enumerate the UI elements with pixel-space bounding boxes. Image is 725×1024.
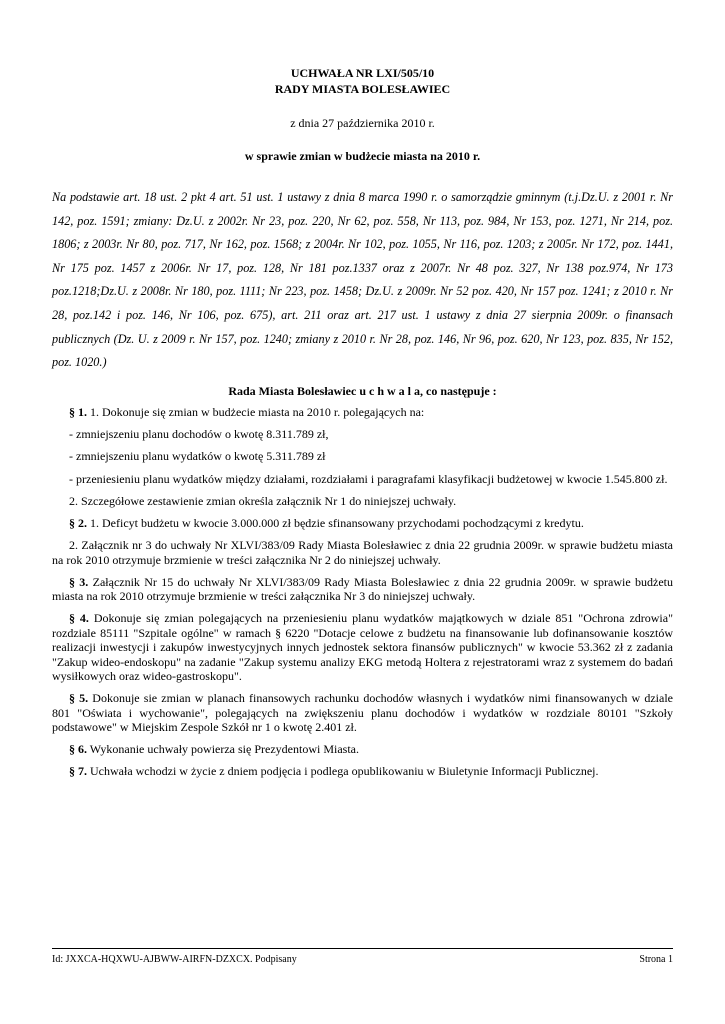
section-7: § 7. Uchwała wchodzi w życie z dniem podjęcia i podlega opublikowaniu w Biuletynie Informacji Publicznej.	[69, 764, 599, 779]
section-5-label: § 5.	[69, 691, 89, 706]
section-6: § 6. Wykonanie uchwały powierza się Prezydentowi Miasta.	[69, 742, 359, 757]
page-number: Strona 1	[639, 954, 673, 965]
section-5: § 5. Dokonuje sie zmian w planach finansowych rachunku dochodów własnych i wydatków nimi finansowanych w dziale 801 "Oświata i wychowanie", polegających na zwiększeniu planu dochodów i wydatków w rozdziale 80101 "Szkoły podstawowe" w Miejskim Zespole Szkół nr 1 o kwotę 2.401 zł.	[52, 691, 673, 735]
legal-basis: Na podstawie art. 18 ust. 2 pkt 4 art. 51 ust. 1 ustawy z dnia 8 marca 1990 r. o samorządzie gminnym (t.j.Dz.U. z 2001 r. Nr 142, poz. 1591; zmiany: Dz.U. z 2002r. Nr 23, poz. 220, Nr 62, poz. 558, Nr 113, poz. 984, Nr 153, poz. 1271, Nr 214, poz. 1806; z 2003r. Nr 80, poz. 717, Nr 162, poz. 1568; z 2004r. Nr 102, poz. 1055, Nr 116, poz. 1203; z 2005r. Nr 172, poz. 1441, Nr 175 poz. 1457 z 2006r. Nr 17, poz. 128, Nr 181 poz.1337 oraz z 2007r. Nr 48 poz. 327, Nr 138 poz.974, Nr 173 poz.1218;Dz.U. z 2008r. Nr 180, poz. 1111; Nr 223, poz. 1458; Dz.U. z 2009r. Nr 52 poz. 420, Nr 157 poz. 1241; z 2010 r. Nr 28, poz.142 i poz. 146, Nr 106, poz. 675), art. 211 oraz art. 217 ust. 1 ustawy z dnia 27 sierpnia 2009r. o finansach publicznych (Dz. U. z 2009 r. Nr 157, poz. 1240; zmiany z 2010 r. Nr 28, poz. 146, Nr 96, poz. 620, Nr 123, poz. 835, Nr 152, poz. 1020.)	[52, 190, 673, 370]
section-4-label: § 4.	[69, 611, 89, 626]
footer-divider	[52, 948, 673, 949]
section-2-label: § 2.	[69, 516, 87, 531]
document-id: Id: JXXCA-HQXWU-AJBWW-AIRFN-DZXCX. Podpisany	[52, 954, 297, 965]
section-3: § 3. Załącznik Nr 15 do uchwały Nr XLVI/383/09 Rady Miasta Bolesławiec z dnia 22 grudnia 2009r. w sprawie budżetu miasta na rok 2010 otrzymuje brzmienie w treści załącznika Nr 3 do niniejszej uchwały.	[52, 574, 673, 604]
section-1-para-1: § 1. 1. Dokonuje się zmian w budżecie miasta na 2010 r. polegających na:	[69, 405, 425, 419]
resolution-body	[52, 405, 673, 787]
resolution-number: UCHWAŁA NR LXI/505/10	[290, 66, 435, 80]
section-1-bullet-2: - zmniejszeniu planu wydatków o kwotę 5.311.789 zł	[69, 449, 326, 464]
resolution-date: z dnia 27 października 2010 r.	[290, 116, 435, 130]
resolution-subject: w sprawie zmian w budżecie miasta na 2010 r.	[244, 149, 481, 163]
section-2-para-2: 2. Załącznik nr 3 do uchwały Nr XLVI/383/09 Rady Miasta Bolesławiec z dnia 22 grudnia 2009r. w sprawie budżetu miasta na rok 2010 otrzymuje brzmienie w treści załącznika Nr 2 do niniejszej uchwały.	[52, 538, 673, 567]
section-1-bullet-1: - zmniejszeniu planu dochodów o kwotę 8.311.789 zł,	[69, 427, 329, 442]
footer	[52, 954, 673, 965]
section-1-para-2: 2. Szczegółowe zestawienie zmian określa załącznik Nr 1 do niniejszej uchwały.	[69, 493, 457, 508]
section-2-para-1: § 2. 1. Deficyt budżetu w kwocie 3.000.000 zł będzie sfinansowany przychodami pochodzącymi z kredytu.	[69, 516, 584, 531]
section-4: § 4. Dokonuje się zmian polegających na przeniesieniu planu wydatków majątkowych w dziale 851 "Ochrona zdrowia" rozdziale 85111 "Szpitale ogólne" w ramach § 6220 "Dotacje celowe z budżetu na finansowanie lub dofinansowanie kosztów realizacji inwestycji i zakupów inwestycyjnych innych jednostek sektora finansów publicznych" w kwocie 53.362 zł z zadania "Zakup wideo-endoskopu" na zadanie "Zakup systemu analizy EKG metodą Holtera z rejestratorami wraz z systemem do badań wysiłkowych oraz wideo-gastroskopu".	[52, 611, 673, 684]
section-7-label: § 7.	[69, 764, 87, 779]
resolve-line: Rada Miasta Bolesławiec u c h w a l a, co następuje :	[228, 384, 497, 398]
section-3-label: § 3.	[69, 574, 89, 589]
section-6-label: § 6.	[69, 742, 87, 757]
section-1-bullet-3: - przeniesieniu planu wydatków między działami, rozdziałami i paragrafami klasyfikacji budżetowej w kwocie 1.545.800 zł.	[69, 471, 668, 486]
council-name: RADY MIASTA BOLESŁAWIEC	[274, 82, 451, 96]
section-1-label: § 1.	[69, 405, 87, 419]
